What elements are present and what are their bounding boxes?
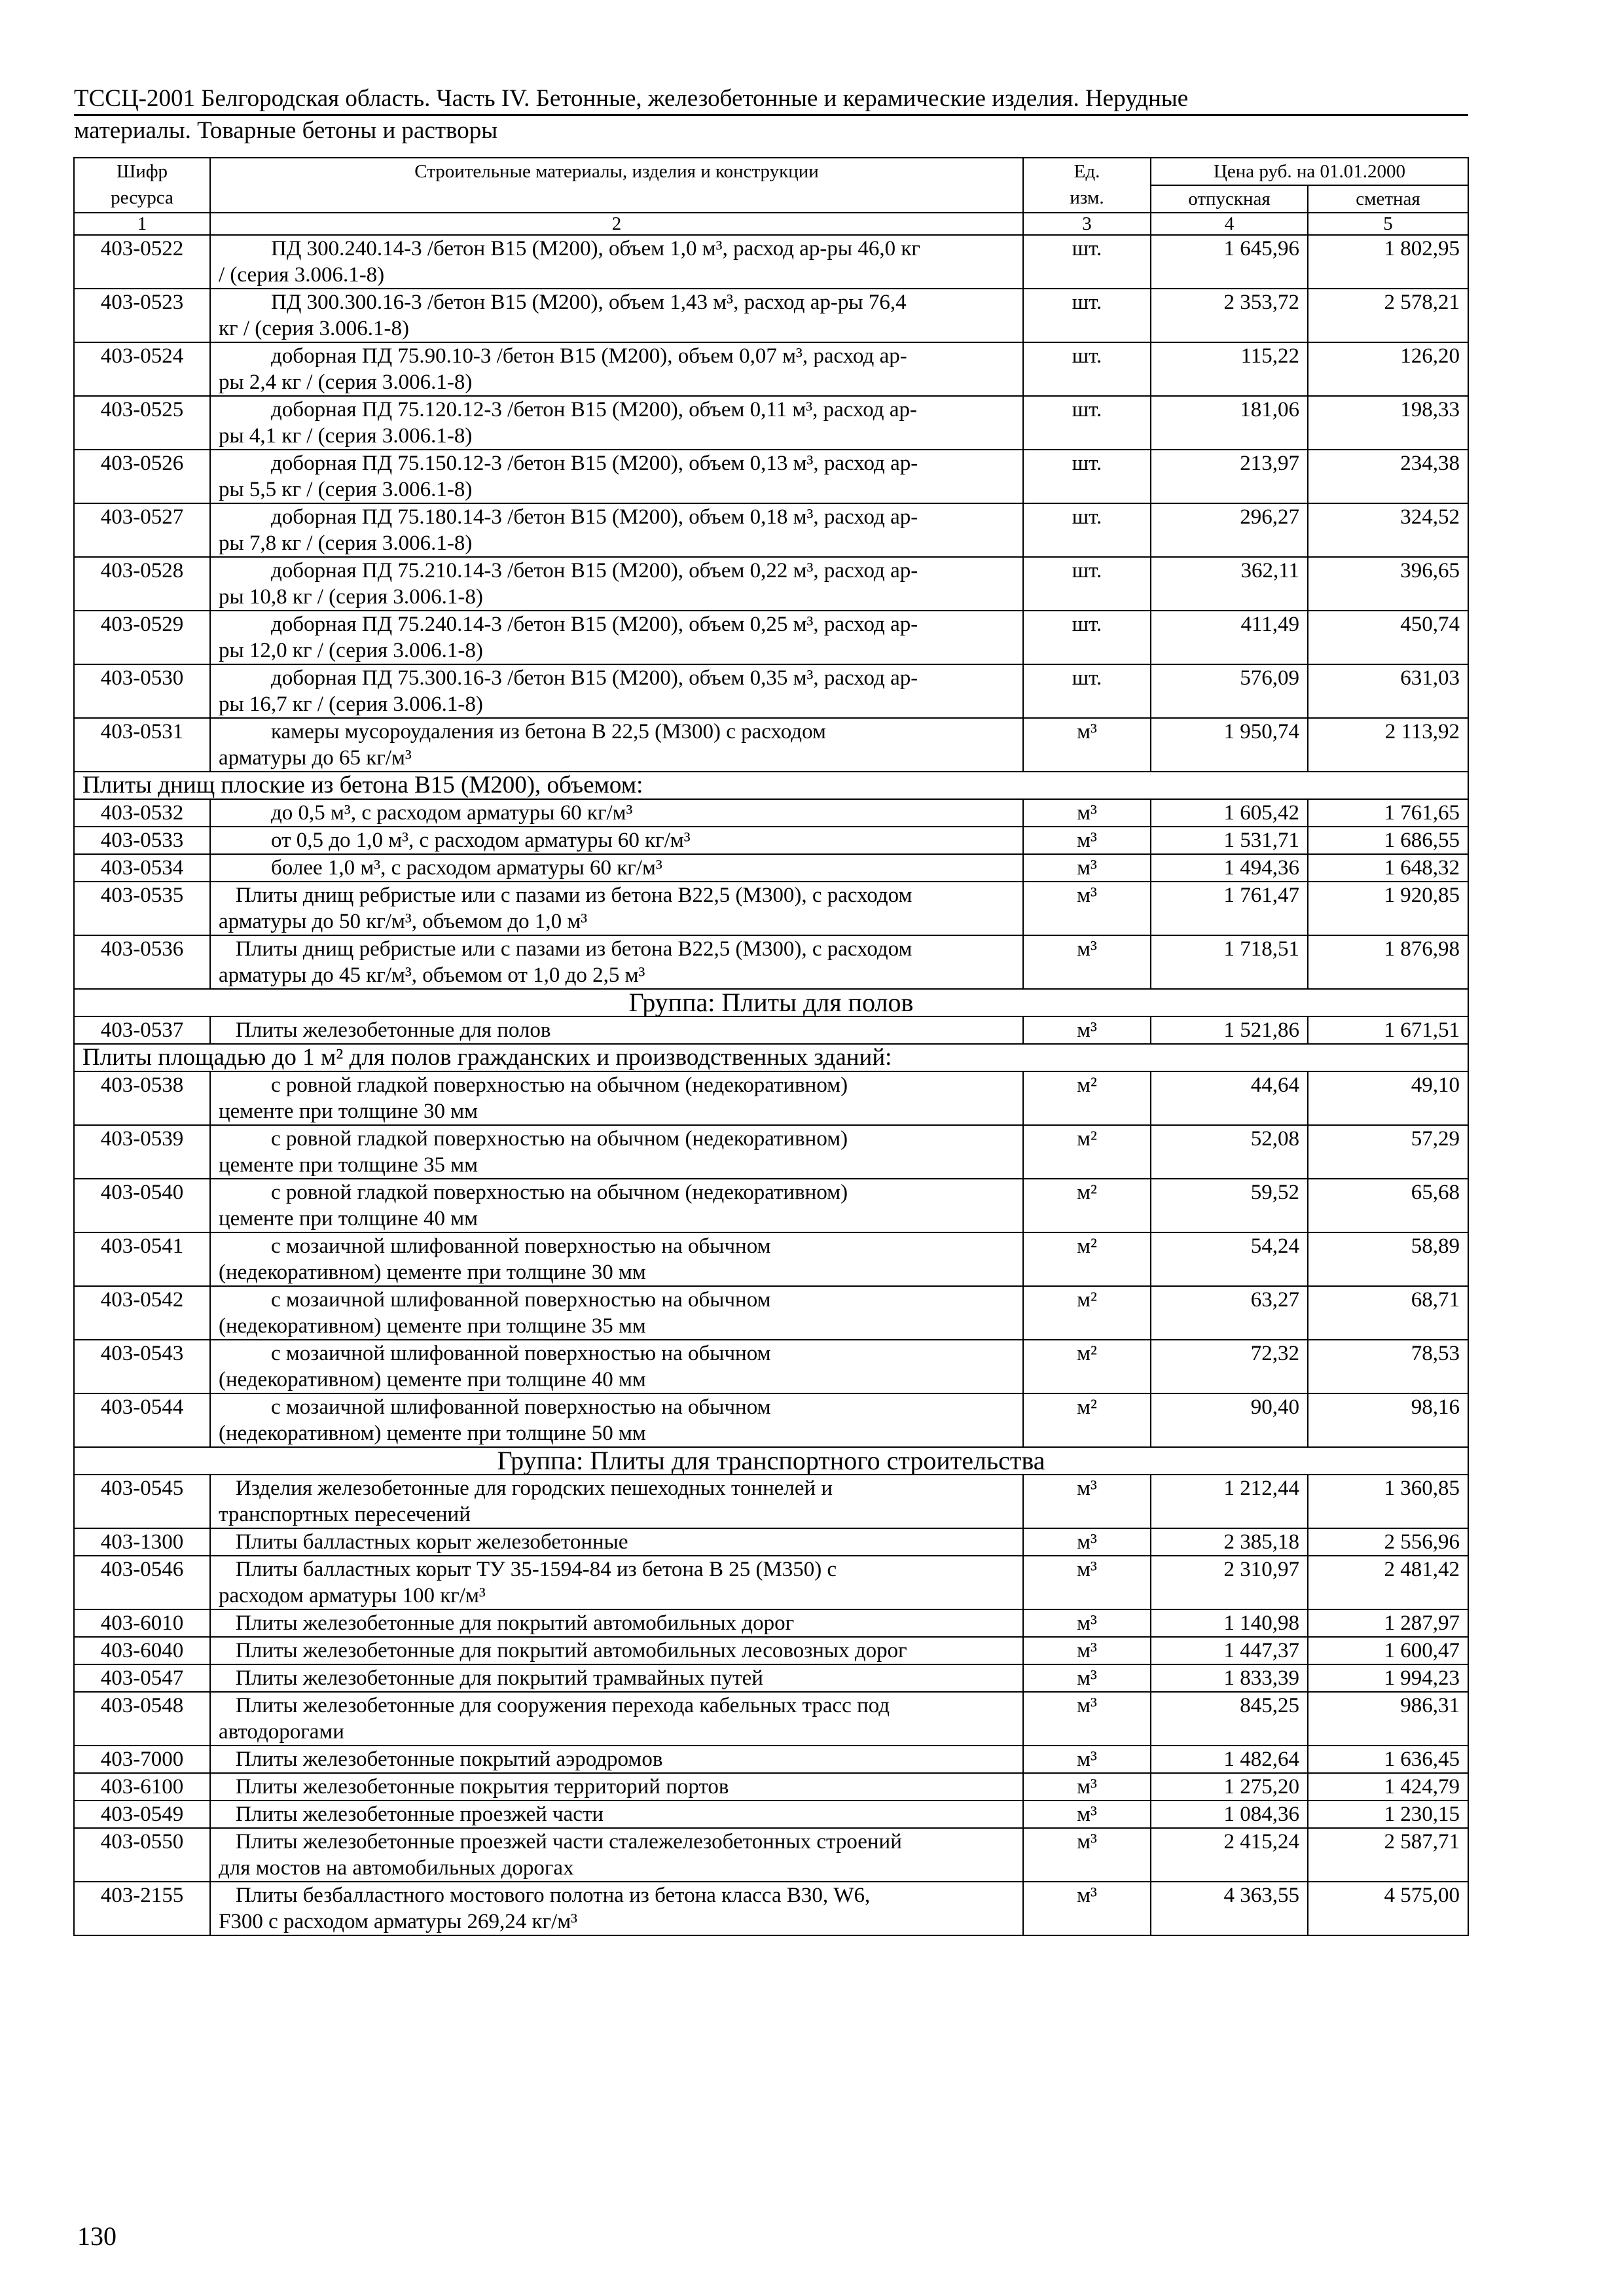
price-estimate: 450,74: [1308, 611, 1468, 664]
unit: м²: [1023, 1393, 1151, 1447]
resource-code: 403-7000: [74, 1746, 210, 1773]
price-estimate: 1 230,15: [1308, 1801, 1468, 1828]
unit: м²: [1023, 1286, 1151, 1340]
price-release: 845,25: [1151, 1692, 1308, 1746]
item-description: с ровной гладкой поверхностью на обычном (недекоративном) цементе при толщине 35 мм: [210, 1125, 1023, 1179]
table-row: [74, 854, 1468, 882]
price-release: 1 718,51: [1151, 935, 1308, 989]
item-description: доборная ПД 75.240.14-3 /бетон В15 (М200), объем 0,25 м³, расход ар- ры 12,0 кг / (серия 3.006.1-8): [210, 611, 1023, 664]
price-release: 296,27: [1151, 503, 1308, 557]
price-release: 411,49: [1151, 611, 1308, 664]
resource-code: 403-0542: [74, 1286, 210, 1340]
price-estimate: 986,31: [1308, 1692, 1468, 1746]
price-release: 1 140,98: [1151, 1609, 1308, 1637]
table-row: [74, 664, 1468, 718]
price-release: 1 447,37: [1151, 1637, 1308, 1664]
resource-code: 403-0524: [74, 342, 210, 396]
unit: м³: [1023, 882, 1151, 935]
unit: м²: [1023, 1179, 1151, 1232]
group-header: Группа: Плиты для полов: [74, 989, 1468, 1016]
price-estimate: 396,65: [1308, 557, 1468, 611]
price-release: 1 482,64: [1151, 1746, 1308, 1773]
price-estimate: 65,68: [1308, 1179, 1468, 1232]
price-release: 52,08: [1151, 1125, 1308, 1179]
price-release: 213,97: [1151, 450, 1308, 503]
group-header-row: [74, 989, 1468, 1016]
unit: шт.: [1023, 503, 1151, 557]
unit: м²: [1023, 1232, 1151, 1286]
item-description: Плиты железобетонные для полов: [210, 1016, 1023, 1044]
resource-code: 403-0547: [74, 1664, 210, 1692]
unit: шт.: [1023, 450, 1151, 503]
unit: м³: [1023, 1828, 1151, 1882]
column-number: 2: [210, 213, 1023, 235]
unit: шт.: [1023, 342, 1151, 396]
item-description: ПД 300.240.14-3 /бетон В15 (М200), объем 1,0 м³, расход ар-ры 46,0 кг / (серия 3.006.1-8): [210, 235, 1023, 289]
table-row: [74, 1286, 1468, 1340]
table-row: [74, 1637, 1468, 1664]
unit: м³: [1023, 799, 1151, 827]
unit: м³: [1023, 1016, 1151, 1044]
price-release: 2 353,72: [1151, 289, 1308, 342]
item-description: Плиты безбалластного мостового полотна из бетона класса В30, W6, F300 с расходом арматуры 269,24 кг/м³: [210, 1882, 1023, 1935]
unit: м³: [1023, 854, 1151, 882]
item-description: доборная ПД 75.120.12-3 /бетон В15 (М200), объем 0,11 м³, расход ар- ры 4,1 кг / (серия 3.006.1-8): [210, 396, 1023, 450]
price-estimate: 631,03: [1308, 664, 1468, 718]
unit: м²: [1023, 1071, 1151, 1125]
unit: м²: [1023, 1340, 1151, 1393]
resource-code: 403-0545: [74, 1475, 210, 1528]
resource-code: 403-0538: [74, 1071, 210, 1125]
resource-code: 403-0548: [74, 1692, 210, 1746]
unit: м³: [1023, 1637, 1151, 1664]
resource-code: 403-0529: [74, 611, 210, 664]
resource-code: 403-0546: [74, 1556, 210, 1609]
table-row: [74, 557, 1468, 611]
resource-code: 403-0543: [74, 1340, 210, 1393]
price-release: 44,64: [1151, 1071, 1308, 1125]
item-description: с мозаичной шлифованной поверхностью на обычном (недекоративном) цементе при толщине 50 мм: [210, 1393, 1023, 1447]
price-estimate: 2 481,42: [1308, 1556, 1468, 1609]
price-estimate: 58,89: [1308, 1232, 1468, 1286]
header-line-2: материалы. Товарные бетоны и растворы: [74, 117, 498, 144]
item-description: доборная ПД 75.180.14-3 /бетон В15 (М200), объем 0,18 м³, расход ар- ры 7,8 кг / (серия 3.006.1-8): [210, 503, 1023, 557]
unit: шт.: [1023, 557, 1151, 611]
price-release: 1 761,47: [1151, 882, 1308, 935]
table-row: [74, 1016, 1468, 1044]
table-row: [74, 289, 1468, 342]
table-row: [74, 1528, 1468, 1556]
price-release: 1 833,39: [1151, 1664, 1308, 1692]
table-row: [74, 1692, 1468, 1746]
resource-code: 403-0544: [74, 1393, 210, 1447]
unit: м²: [1023, 1125, 1151, 1179]
table-row: [74, 1340, 1468, 1393]
price-estimate: 324,52: [1308, 503, 1468, 557]
unit: м³: [1023, 1882, 1151, 1935]
unit: м³: [1023, 1528, 1151, 1556]
item-description: Плиты железобетонные для сооружения перехода кабельных трасс под автодорогами: [210, 1692, 1023, 1746]
table-row: [74, 235, 1468, 289]
table-row: [74, 1475, 1468, 1528]
unit: м³: [1023, 1692, 1151, 1746]
price-release: 90,40: [1151, 1393, 1308, 1447]
unit: м³: [1023, 1746, 1151, 1773]
price-release: 1 950,74: [1151, 718, 1308, 772]
price-release: 1 645,96: [1151, 235, 1308, 289]
item-description: с мозаичной шлифованной поверхностью на обычном (недекоративном) цементе при толщине 30 мм: [210, 1232, 1023, 1286]
item-description: Плиты железобетонные покрытия территорий портов: [210, 1773, 1023, 1801]
price-table: [73, 157, 1469, 1936]
item-description: Плиты балластных корыт железобетонные: [210, 1528, 1023, 1556]
item-description: Плиты железобетонные для покрытий автомобильных лесовозных дорог: [210, 1637, 1023, 1664]
resource-code: 403-6040: [74, 1637, 210, 1664]
price-release: 181,06: [1151, 396, 1308, 450]
item-description: камеры мусороудаления из бетона В 22,5 (М300) с расходом арматуры до 65 кг/м³: [210, 718, 1023, 772]
table-row: [74, 342, 1468, 396]
item-description: ПД 300.300.16-3 /бетон В15 (М200), объем 1,43 м³, расход ар-ры 76,4 кг / (серия 3.006.1-8): [210, 289, 1023, 342]
price-release: 1 212,44: [1151, 1475, 1308, 1528]
resource-code: 403-0522: [74, 235, 210, 289]
price-estimate: 1 424,79: [1308, 1773, 1468, 1801]
table-row: [74, 1179, 1468, 1232]
price-estimate: 98,16: [1308, 1393, 1468, 1447]
unit: м³: [1023, 1801, 1151, 1828]
price-release: 2 415,24: [1151, 1828, 1308, 1882]
resource-code: 403-0528: [74, 557, 210, 611]
price-estimate: 234,38: [1308, 450, 1468, 503]
resource-code: 403-1300: [74, 1528, 210, 1556]
column-number: 5: [1308, 213, 1468, 235]
price-release: 1 531,71: [1151, 827, 1308, 854]
section-subheader-row: [74, 1044, 1468, 1071]
unit: м³: [1023, 935, 1151, 989]
unit: м³: [1023, 1773, 1151, 1801]
price-estimate: 198,33: [1308, 396, 1468, 450]
item-description: Изделия железобетонные для городских пешеходных тоннелей и транспортных пересечений: [210, 1475, 1023, 1528]
table-row: [74, 1609, 1468, 1637]
price-estimate: 1 920,85: [1308, 882, 1468, 935]
price-estimate: 2 556,96: [1308, 1528, 1468, 1556]
price-release: 1 084,36: [1151, 1801, 1308, 1828]
item-description: Плиты днищ ребристые или с пазами из бетона В22,5 (М300), с расходом арматуры до 45 кг/м³, объемом от 1,0 до 2,5 м³: [210, 935, 1023, 989]
resource-code: 403-0541: [74, 1232, 210, 1286]
item-description: с ровной гладкой поверхностью на обычном (недекоративном) цементе при толщине 30 мм: [210, 1071, 1023, 1125]
price-estimate: 2 113,92: [1308, 718, 1468, 772]
table-row: [74, 396, 1468, 450]
price-estimate: 126,20: [1308, 342, 1468, 396]
table-row: [74, 1232, 1468, 1286]
unit: м³: [1023, 1609, 1151, 1637]
price-release: 54,24: [1151, 1232, 1308, 1286]
price-release: 59,52: [1151, 1179, 1308, 1232]
group-header: Группа: Плиты для транспортного строительства: [74, 1447, 1468, 1475]
table-row: [74, 1773, 1468, 1801]
price-estimate: 1 636,45: [1308, 1746, 1468, 1773]
resource-code: 403-6100: [74, 1773, 210, 1801]
resource-code: 403-0535: [74, 882, 210, 935]
header-price-release: отпускная: [1151, 185, 1308, 213]
table-header-row: [74, 158, 1468, 185]
price-release: 1 275,20: [1151, 1773, 1308, 1801]
item-description: с мозаичной шлифованной поверхностью на обычном (недекоративном) цементе при толщине 35 мм: [210, 1286, 1023, 1340]
resource-code: 403-0530: [74, 664, 210, 718]
price-release: 576,09: [1151, 664, 1308, 718]
table-row: [74, 1393, 1468, 1447]
header-unit: Ед. изм.: [1023, 158, 1151, 213]
price-release: 362,11: [1151, 557, 1308, 611]
resource-code: 403-6010: [74, 1609, 210, 1637]
item-description: доборная ПД 75.150.12-3 /бетон В15 (М200), объем 0,13 м³, расход ар- ры 5,5 кг / (серия 3.006.1-8): [210, 450, 1023, 503]
unit: шт.: [1023, 396, 1151, 450]
table-row: [74, 1071, 1468, 1125]
page-number: 130: [77, 2221, 117, 2251]
unit: шт.: [1023, 664, 1151, 718]
resource-code: 403-0526: [74, 450, 210, 503]
item-description: более 1,0 м³, с расходом арматуры 60 кг/м³: [210, 854, 1023, 882]
price-estimate: 1 648,32: [1308, 854, 1468, 882]
table-row: [74, 611, 1468, 664]
column-number: 4: [1151, 213, 1308, 235]
price-estimate: 1 994,23: [1308, 1664, 1468, 1692]
table-row: [74, 1746, 1468, 1773]
price-release: 4 363,55: [1151, 1882, 1308, 1935]
table-row: [74, 718, 1468, 772]
item-description: Плиты железобетонные покрытий аэродромов: [210, 1746, 1023, 1773]
price-estimate: 2 578,21: [1308, 289, 1468, 342]
item-description: Плиты железобетонные проезжей части: [210, 1801, 1023, 1828]
unit: шт.: [1023, 235, 1151, 289]
price-release: 2 385,18: [1151, 1528, 1308, 1556]
section-subheader: Плиты площадью до 1 м² для полов гражданских и производственных зданий:: [74, 1044, 1468, 1071]
resource-code: 403-2155: [74, 1882, 210, 1935]
item-description: Плиты железобетонные проезжей части сталежелезобетонных строений для мостов на автомобильных дорогах: [210, 1828, 1023, 1882]
header-price: Цена руб. на 01.01.2000: [1151, 158, 1468, 185]
price-estimate: 1 876,98: [1308, 935, 1468, 989]
price-estimate: 4 575,00: [1308, 1882, 1468, 1935]
unit: м³: [1023, 827, 1151, 854]
item-description: с мозаичной шлифованной поверхностью на обычном (недекоративном) цементе при толщине 40 мм: [210, 1340, 1023, 1393]
resource-code: 403-0533: [74, 827, 210, 854]
price-estimate: 68,71: [1308, 1286, 1468, 1340]
price-estimate: 1 360,85: [1308, 1475, 1468, 1528]
resource-code: 403-0537: [74, 1016, 210, 1044]
unit: м³: [1023, 1556, 1151, 1609]
resource-code: 403-0534: [74, 854, 210, 882]
resource-code: 403-0549: [74, 1801, 210, 1828]
page-header: [74, 84, 1468, 146]
table-row: [74, 1556, 1468, 1609]
price-release: 115,22: [1151, 342, 1308, 396]
item-description: Плиты балластных корыт ТУ 35-1594-84 из бетона В 25 (М350) с расходом арматуры 100 кг/м³: [210, 1556, 1023, 1609]
resource-code: 403-0525: [74, 396, 210, 450]
table-row: [74, 1664, 1468, 1692]
price-release: 1 605,42: [1151, 799, 1308, 827]
price-estimate: 1 686,55: [1308, 827, 1468, 854]
price-release: 63,27: [1151, 1286, 1308, 1340]
header-line-1: ТССЦ-2001 Белгородская область. Часть IV. Бетонные, железобетонные и керамические изделия. Нерудные: [74, 84, 1468, 116]
resource-code: 403-0540: [74, 1179, 210, 1232]
table-row: [74, 1882, 1468, 1935]
price-estimate: 1 802,95: [1308, 235, 1468, 289]
resource-code: 403-0531: [74, 718, 210, 772]
table-row: [74, 503, 1468, 557]
price-release: 1 494,36: [1151, 854, 1308, 882]
resource-code: 403-0532: [74, 799, 210, 827]
table-row: [74, 882, 1468, 935]
table-row: [74, 1828, 1468, 1882]
item-description: до 0,5 м³, с расходом арматуры 60 кг/м³: [210, 799, 1023, 827]
column-number: 3: [1023, 213, 1151, 235]
item-description: доборная ПД 75.210.14-3 /бетон В15 (М200), объем 0,22 м³, расход ар- ры 10,8 кг / (серия 3.006.1-8): [210, 557, 1023, 611]
resource-code: 403-0523: [74, 289, 210, 342]
item-description: с ровной гладкой поверхностью на обычном (недекоративном) цементе при толщине 40 мм: [210, 1179, 1023, 1232]
column-number-row: [74, 213, 1468, 235]
price-estimate: 49,10: [1308, 1071, 1468, 1125]
resource-code: 403-0550: [74, 1828, 210, 1882]
item-description: Плиты железобетонные для покрытий автомобильных дорог: [210, 1609, 1023, 1637]
section-subheader-row: [74, 772, 1468, 799]
price-estimate: 2 587,71: [1308, 1828, 1468, 1882]
item-description: доборная ПД 75.90.10-3 /бетон В15 (М200), объем 0,07 м³, расход ар- ры 2,4 кг / (серия 3.006.1-8): [210, 342, 1023, 396]
item-description: от 0,5 до 1,0 м³, с расходом арматуры 60 кг/м³: [210, 827, 1023, 854]
column-number: 1: [74, 213, 210, 235]
price-estimate: 1 287,97: [1308, 1609, 1468, 1637]
price-estimate: 1 761,65: [1308, 799, 1468, 827]
unit: шт.: [1023, 289, 1151, 342]
table-row: [74, 450, 1468, 503]
section-subheader: Плиты днищ плоские из бетона В15 (М200), объемом:: [74, 772, 1468, 799]
price-estimate: 78,53: [1308, 1340, 1468, 1393]
item-description: Плиты железобетонные для покрытий трамвайных путей: [210, 1664, 1023, 1692]
price-estimate: 1 600,47: [1308, 1637, 1468, 1664]
group-header-row: [74, 1447, 1468, 1475]
resource-code: 403-0539: [74, 1125, 210, 1179]
resource-code: 403-0527: [74, 503, 210, 557]
price-estimate: 57,29: [1308, 1125, 1468, 1179]
price-release: 2 310,97: [1151, 1556, 1308, 1609]
price-release: 1 521,86: [1151, 1016, 1308, 1044]
table-row: [74, 1801, 1468, 1828]
unit: м³: [1023, 718, 1151, 772]
unit: шт.: [1023, 611, 1151, 664]
table-row: [74, 935, 1468, 989]
unit: м³: [1023, 1664, 1151, 1692]
unit: м³: [1023, 1475, 1151, 1528]
item-description: Плиты днищ ребристые или с пазами из бетона В22,5 (М300), с расходом арматуры до 50 кг/м³, объемом до 1,0 м³: [210, 882, 1023, 935]
price-release: 72,32: [1151, 1340, 1308, 1393]
header-code: Шифр ресурса: [74, 158, 210, 213]
item-description: доборная ПД 75.300.16-3 /бетон В15 (М200), объем 0,35 м³, расход ар- ры 16,7 кг / (серия 3.006.1-8): [210, 664, 1023, 718]
price-estimate: 1 671,51: [1308, 1016, 1468, 1044]
header-name: Строительные материалы, изделия и конструкции: [210, 158, 1023, 213]
table-row: [74, 1125, 1468, 1179]
table-row: [74, 827, 1468, 854]
header-price-estimate: сметная: [1308, 185, 1468, 213]
table-row: [74, 799, 1468, 827]
resource-code: 403-0536: [74, 935, 210, 989]
